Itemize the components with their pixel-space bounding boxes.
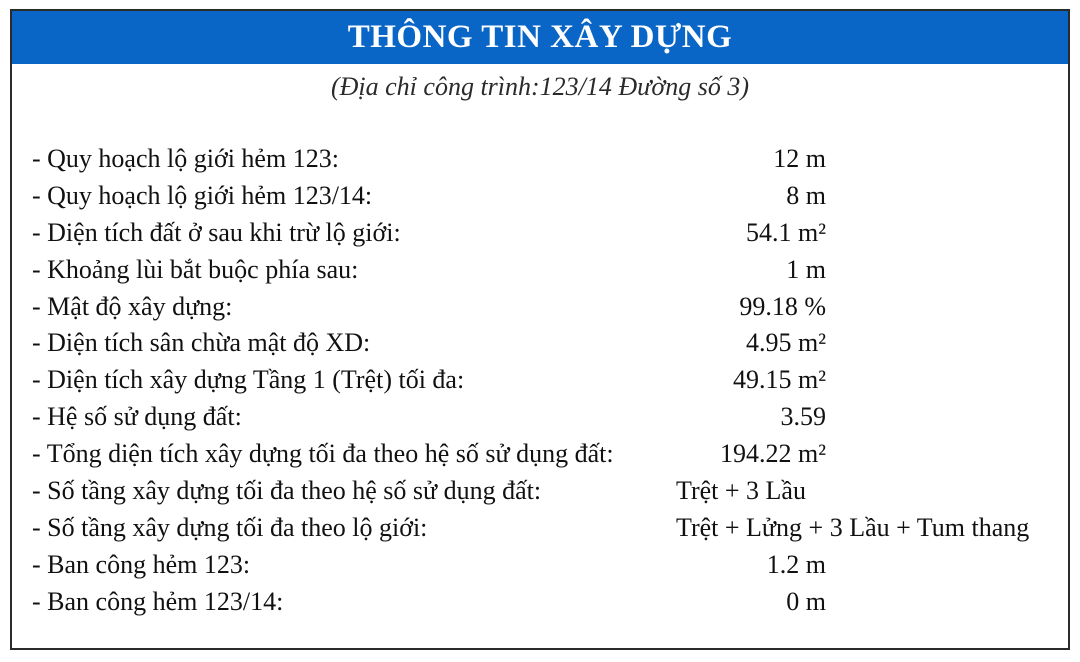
- info-row: [32, 473, 1067, 510]
- info-row: [32, 547, 1067, 584]
- row-value: 4.95 m²: [745, 328, 826, 358]
- row-value: 54.1 m²: [745, 217, 826, 247]
- info-row: [32, 436, 1067, 473]
- info-list: [32, 141, 1067, 621]
- row-label: - Ban công hẻm 123:: [32, 549, 251, 579]
- info-row: [32, 399, 1067, 436]
- row-label: - Số tầng xây dựng tối đa theo hệ số sử dụng đất:: [32, 476, 542, 506]
- page-title: THÔNG TIN XÂY DỰNG: [347, 19, 733, 55]
- info-row: [32, 510, 1067, 547]
- row-label: - Khoảng lùi bắt buộc phía sau:: [32, 254, 359, 284]
- header-bar: [12, 11, 1068, 64]
- row-label: - Ban công hẻm 123/14:: [32, 586, 284, 616]
- row-label: - Số tầng xây dựng tối đa theo lộ giới:: [32, 512, 428, 542]
- row-value: 194.22 m²: [719, 439, 826, 469]
- row-value: 0 m: [786, 586, 826, 616]
- row-value: 1 m: [786, 254, 826, 284]
- row-value: 3.59: [780, 402, 826, 432]
- row-value: 99.18 %: [739, 291, 826, 321]
- row-label: - Hệ số sử dụng đất:: [32, 402, 242, 432]
- row-value: 1.2 m: [766, 549, 826, 579]
- row-value: 8 m: [786, 180, 826, 210]
- row-label: - Mật độ xây dựng:: [32, 291, 233, 321]
- info-card: [10, 9, 1070, 650]
- row-value: 12 m: [773, 144, 826, 173]
- row-value: Trệt + Lửng + 3 Lầu + Tum thang: [676, 512, 1030, 542]
- row-label: - Diện tích đất ở sau khi trừ lộ giới:: [32, 217, 401, 247]
- info-row: [32, 178, 1067, 215]
- address-subtitle: (Địa chỉ công trình:123/14 Đường số 3): [330, 72, 750, 101]
- row-label: - Diện tích xây dựng Tầng 1 (Trệt) tối đa:: [32, 365, 465, 395]
- row-value: 49.15 m²: [732, 365, 826, 395]
- info-row: [32, 584, 1067, 621]
- row-label: - Quy hoạch lộ giới hẻm 123/14:: [32, 180, 373, 210]
- row-label: - Diện tích sân chừa mật độ XD:: [32, 328, 371, 358]
- row-label: - Tổng diện tích xây dựng tối đa theo hệ số sử dụng đất:: [32, 439, 614, 469]
- info-row: [32, 362, 1067, 399]
- info-row: [32, 141, 1067, 178]
- row-value: Trệt + 3 Lầu: [676, 476, 806, 506]
- info-row: [32, 252, 1067, 289]
- info-row: [32, 215, 1067, 252]
- info-row: [32, 289, 1067, 326]
- info-row: [32, 325, 1067, 362]
- row-label: - Quy hoạch lộ giới hẻm 123:: [32, 144, 339, 173]
